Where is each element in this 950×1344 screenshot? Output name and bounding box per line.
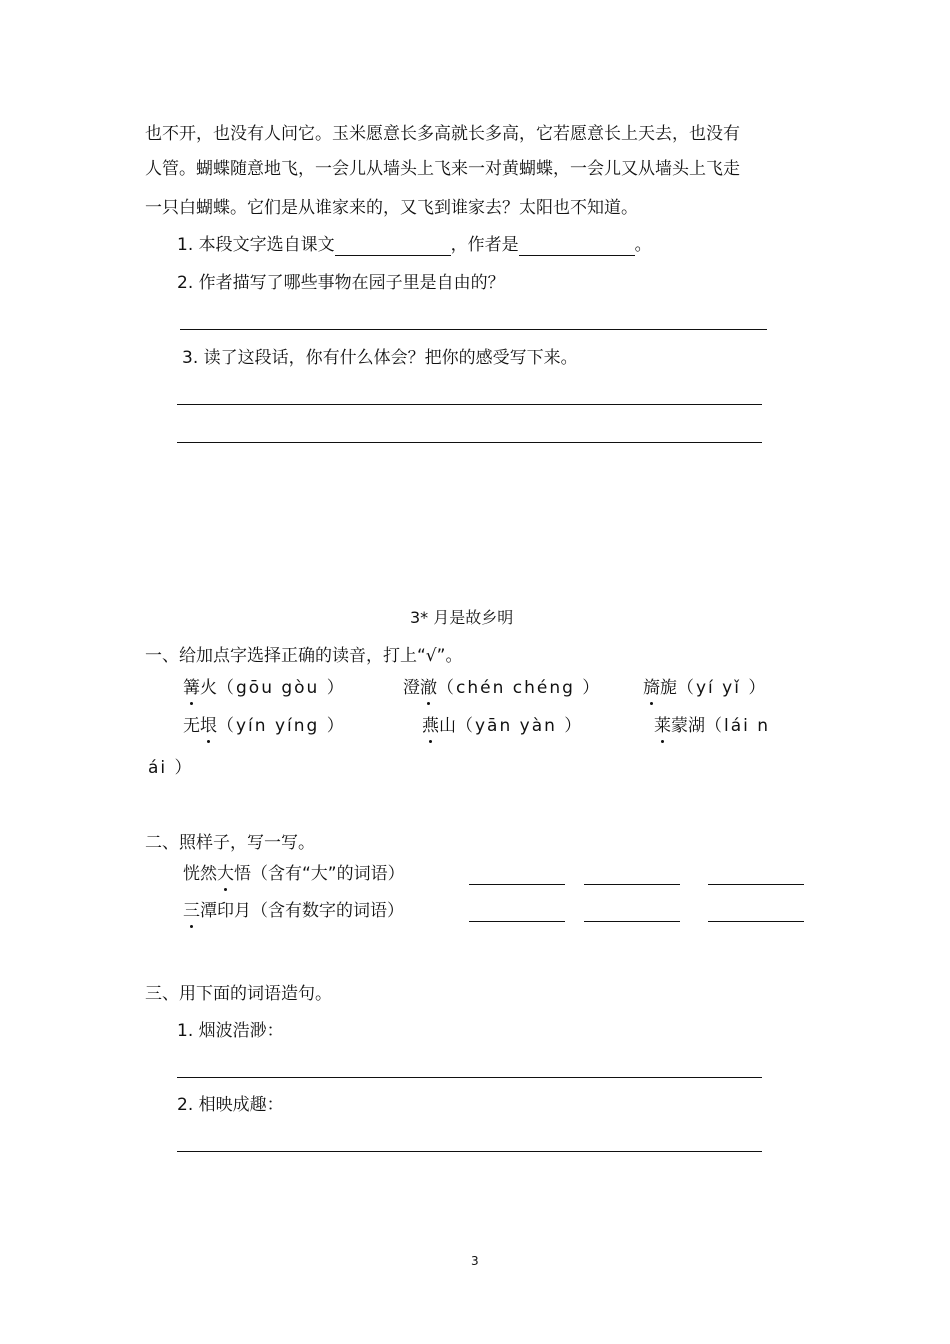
author-blank[interactable] <box>519 237 635 256</box>
pinyin-options[interactable]: （lái n <box>705 716 771 736</box>
lesson-title-blank[interactable] <box>335 237 451 256</box>
question-3: 3. 读了这段话，你有什么体会？把你的感受写下来。 <box>182 348 578 368</box>
page-number: 3 <box>471 1254 479 1268</box>
dotted-char: 旖 <box>643 678 660 698</box>
pinyin-item-6-wrap[interactable]: ái ） <box>148 758 194 778</box>
pinyin-options[interactable]: （gōu gòu ） <box>217 678 346 698</box>
dotted-char: 垠 <box>200 716 217 736</box>
dotted-char: 大 <box>217 864 234 884</box>
pinyin-item-2: 澄澈（chén chéng ） <box>403 678 602 698</box>
word-blank-2-3[interactable] <box>708 921 804 922</box>
sentence-item-1: 1. 烟波浩渺： <box>177 1021 284 1041</box>
question-2: 2. 作者描写了哪些事物在园子里是自由的？ <box>177 273 505 293</box>
pinyin-item-6: 莱蒙湖（lái n <box>654 716 771 736</box>
answer-line-q3-1[interactable] <box>177 404 762 405</box>
dotted-char: 澈 <box>420 678 437 698</box>
pinyin-options[interactable]: （yí yǐ ） <box>677 678 768 698</box>
section-1-heading: 一、给加点字选择正确的读音，打上“√”。 <box>145 646 463 666</box>
example-row-1: 恍然大悟（含有“大”的词语） <box>183 864 405 884</box>
answer-line-q3-2[interactable] <box>177 442 762 443</box>
dotted-char: 燕 <box>422 716 439 736</box>
passage-line-1: 也不开，也没有人问它。玉米愿意长多高就长多高，它若愿意长上天去，也没有 <box>145 124 740 144</box>
question-1-prefix: 1. 本段文字选自课文 <box>177 235 335 255</box>
pinyin-item-5: 燕山（yān yàn ） <box>422 716 584 736</box>
question-1-mid: ，作者是 <box>450 235 519 255</box>
sentence-line-2[interactable] <box>177 1151 762 1152</box>
section-3-heading: 三、用下面的词语造句。 <box>145 984 332 1004</box>
word-blank-1-2[interactable] <box>584 884 680 885</box>
answer-line-q2[interactable] <box>180 329 767 330</box>
dotted-char: 篝 <box>183 678 200 698</box>
pinyin-item-3: 旖旎（yí yǐ ） <box>643 678 768 698</box>
dotted-char: 三 <box>183 901 200 921</box>
word-blank-1-3[interactable] <box>708 884 804 885</box>
word-blank-2-1[interactable] <box>469 921 565 922</box>
sentence-item-2: 2. 相映成趣： <box>177 1095 284 1115</box>
dotted-char: 莱 <box>654 716 671 736</box>
word-blank-2-2[interactable] <box>584 921 680 922</box>
question-1 <box>177 234 652 256</box>
sentence-line-1[interactable] <box>177 1077 762 1078</box>
lesson-title: 3* 月是故乡明 <box>410 608 514 627</box>
pinyin-item-1: 篝火（gōu gòu ） <box>183 678 346 698</box>
pinyin-options[interactable]: （yān yàn ） <box>456 716 584 736</box>
passage-line-3: 一只白蝴蝶。它们是从谁家来的，又飞到谁家去？太阳也不知道。 <box>145 198 638 218</box>
question-1-end: 。 <box>634 235 652 255</box>
pinyin-options[interactable]: （chén chéng ） <box>437 678 602 698</box>
pinyin-options[interactable]: （yín yíng ） <box>217 716 346 736</box>
passage-line-2: 人管。蝴蝶随意地飞，一会儿从墙头上飞来一对黄蝴蝶，一会儿又从墙头上飞走 <box>145 159 740 179</box>
word-blank-1-1[interactable] <box>469 884 565 885</box>
pinyin-item-4: 无垠（yín yíng ） <box>183 716 346 736</box>
example-row-2: 三潭印月（含有数字的词语） <box>183 901 404 921</box>
section-2-heading: 二、照样子，写一写。 <box>145 833 315 853</box>
